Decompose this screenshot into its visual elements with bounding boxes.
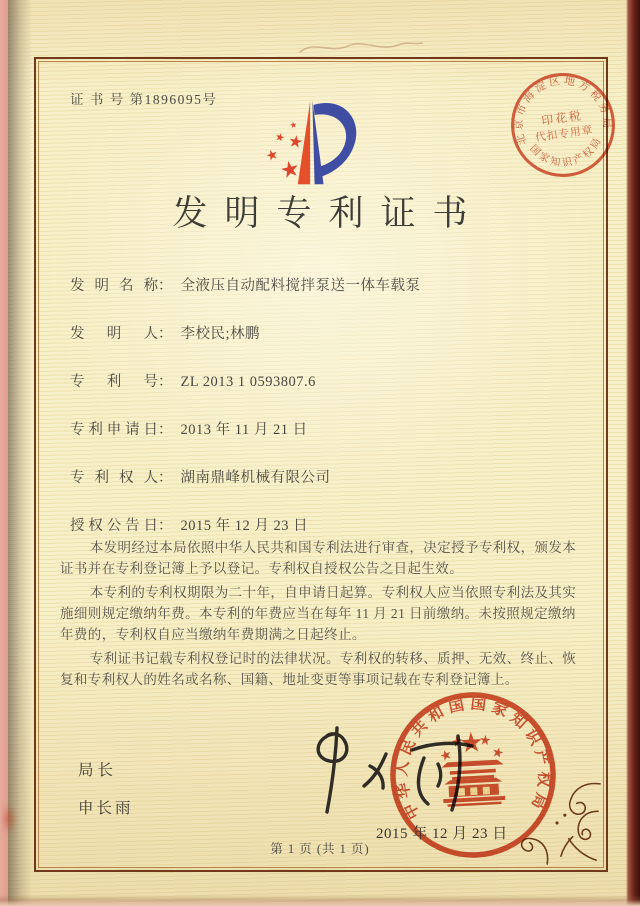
star-icon [290,121,297,128]
scan-shadow-left [8,0,32,906]
scan-edge-right [626,0,640,906]
field-label: 发明人 [70,326,158,342]
field-patent-number: 专利号： ZL 2013 1 0593807.6 [70,370,570,387]
director-title: 局长 [78,762,118,779]
field-invention-title: 发明名称： 全液压自动配料搅拌泵送一体车载泵 [70,274,570,291]
ink-bleed-squiggle [296,36,426,58]
field-value: 湖南鼎峰机械有限公司 [180,470,331,486]
field-value: ZL 2013 1 0593807.6 [180,374,316,390]
legal-paragraph-1: 本发明经过本局依照中华人民共和国专利法进行审查，决定授予专利权，颁发本证书并在专利登记簿上予以登记。专利权自授权公告之日起生效。 [60,540,577,577]
director-name: 申长雨 [78,800,134,817]
star-icon [280,159,300,178]
certificate-fields [70,274,570,562]
field-value: 2015 年 12 月 23 日 [180,518,309,534]
scan-edge-bottom [0,895,640,906]
field-patentee: 专利权人： 湖南鼎峰机械有限公司 [70,466,570,483]
national-emblem-icon [438,730,507,807]
field-filing-date: 专利申请日： 2013 年 11 月 21 日 [70,418,570,435]
tax-seal-center-line2: 代扣专用章 [534,124,595,145]
field-label: 授权公告日 [70,518,158,534]
certificate-number: 证 书 号 第1896095号 [70,92,218,107]
field-value: 全液压自动配料搅拌泵送一体车载泵 [180,278,421,294]
field-label: 专利申请日 [70,422,158,438]
tax-seal-arc-bottom-text: 国家知识产权局 [527,134,605,170]
field-grant-date: 授权公告日： 2015 年 12 月 23 日 [70,514,570,531]
issue-date: 2015 年 12 月 23 日 [376,826,508,842]
field-value: 李校民;林鹏 [180,326,261,342]
legal-text [60,537,582,692]
star-icon [288,134,303,148]
star-icon [275,132,285,142]
field-label: 专利权人 [70,470,158,486]
page-number-footer: 第 1 页 (共 1 页) [270,842,370,856]
office-seal-arc-text: 中华人民共和国国家知识产权局 [393,695,553,822]
legal-paragraph-2: 本专利的专利权期限为二十年，自申请日起算。专利权人应当依照专利法及其实施细则规定缴纳年费。本专利的年费应当在每年 11 月 21 日前缴纳。未按照规定缴纳年费的，专利权自应当缴纳年费期满之日起终止。 [60,584,577,643]
legal-paragraph-3: 专利证书记载专利权登记时的法律状况。专利权的转移、质押、无效、终止、恢复和专利权人的姓名或名称、国籍、地址变更等事项记载在专利登记簿上。 [60,650,577,687]
field-inventor: 发明人： 李校民;林鹏 [70,322,570,339]
tax-seal-center-line1: 印花税 [540,109,584,128]
field-label: 专利号 [70,374,158,390]
field-label: 发明名称 [70,278,158,294]
cnipa-logo-icon [253,96,365,191]
star-icon [265,148,278,161]
certificate-title: 发明专利证书 [172,194,485,233]
tax-stamp-seal [501,63,625,187]
scan-ink-smudge [1,804,17,834]
scan-edge-top [0,0,640,9]
tax-seal-arc-top-text: 北京市海淀区地方税务局 [513,74,613,147]
logo-orange-spike [298,102,310,185]
scan-edge-left [0,0,8,906]
field-value: 2013 年 11 月 21 日 [180,422,308,438]
